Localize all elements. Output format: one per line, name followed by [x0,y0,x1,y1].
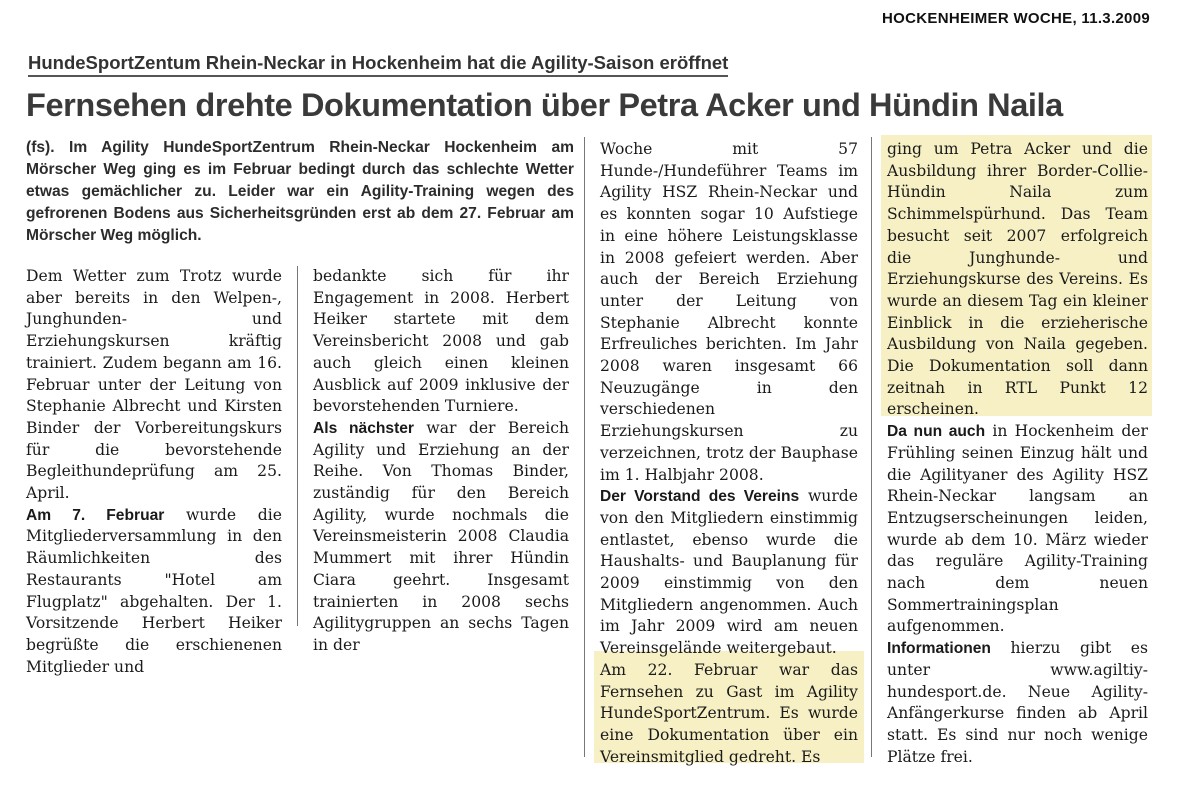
body-paragraph [600,486,858,660]
highlighted-paragraph: Am 22. Februar war das Fernsehen zu Gast im Agility HundeSportZentrum. Es wurde eine Dokumentation über ein Vereinsmitglied gedreht. Es [600,660,858,766]
lead-in: Der Vorstand des Vereins [600,488,800,506]
body-paragraph [313,418,569,657]
body-text: in Hockenheim der Frühling seinen Einzug hält und die Agilityaner des Agility HSZ Rhein-Neckar langsam an Entzugserscheinungen leiden, wurde ab dem 10. März wieder das reguläre Agility-Training nach dem neuen Sommertrainingsplan aufgenommen. [887,422,1148,636]
body-text: wurde von den Mitgliedern einstimmig entlastet, ebenso wurde die Haushalts- und Bauplanung für 2009 einstimmig von den Mitgliedern angenommen. Auch im Jahr 2009 wird am neuen Vereinsgelände weitergebaut. [600,487,859,658]
lead-in: Am 7. Februar [26,506,165,524]
article-column-4 [887,139,1148,768]
kicker: HundeSportZentum Rhein-Neckar in Hockenheim hat die Agility-Saison eröffnet [28,52,728,77]
column-divider [871,137,872,757]
article-column-3 [600,139,858,768]
article-column-2 [313,266,569,657]
column-divider [297,266,298,626]
body-paragraph [26,505,282,679]
body-text: wurde die Mitgliederversammlung in den Räumlichkeiten des Restaurants "Hotel am Flugplatz" abgehalten. Der 1. Vorsitzende Herbert Heiker begrüßte die erschienenen Mitglieder und [26,505,282,676]
lead-in: Als nächster [313,419,415,437]
intro-paragraph: (fs). Im Agility HundeSportZentrum Rhein-Neckar Hockenheim am Mörscher Weg ging es im Februar bedingt durch das schlechte Wetter etwas gemächlicher zu. Leider war ein Agility-Training wegen des gefrorenen Bodens aus Sicherheitsgründen erst ab dem 27. Februar am Mörscher Weg möglich. [26,139,574,244]
lead-in: Informationen [887,640,991,658]
column-divider [584,137,585,757]
body-text: war der Bereich Agility und Erziehung an der Reihe. Von Thomas Binder, zuständig für den Bereich Agility, wurde nochmals die Vereinsmeisterin 2008 Claudia Mummert mit ihrer Hündin Ciara geehrt. Insgesamt trainierten in 2008 sechs Agilitygruppen an sechs Tagen in der [313,418,569,654]
body-paragraph: Woche mit 57 Hunde-/Hundeführer Teams im Agility HSZ Rhein-Neckar und es konnten sogar 10 Aufstiege in eine höhere Leistungsklasse in 2008 gefeiert werden. Aber auch der Bereich Erziehung unter der Leitung von Stephanie Albrecht konnte Erfreuliches berichten. Im Jahr 2008 waren insgesamt 66 Neuzugänge in den verschiedenen Erziehungskursen zu verzeichnen, trotz der Bauphase im 1. Halbjahr 2008. [600,140,858,484]
body-paragraph: Dem Wetter zum Trotz wurde aber bereits in den Welpen-, Junghunden- und Erziehungskursen kräftig trainiert. Zudem begann am 16. Februar unter der Leitung von Stephanie Albrecht und Kirsten Binder der Vorbereitungskurs für die bevorstehende Begleithundeprüfung am 25. April. [26,267,282,503]
body-paragraph [887,638,1148,768]
headline: Fernsehen drehte Dokumentation über Petra Acker und Hündin Naila [26,87,1063,123]
highlighted-paragraph: ging um Petra Acker und die Ausbildung ihrer Border-Collie-Hündin Naila zum Schimmelspürhund. Das Team besucht seit 2007 erfolgreich die Junghunde- und Erziehungskurse des Vereins. Es wurde an diesem Tag ein kleiner Einblick in die erzieherische Ausbildung von Naila gegeben. Die Dokumentation soll dann zeitnah in RTL Punkt 12 erscheinen. [887,140,1148,419]
body-paragraph [887,421,1148,638]
article-column-1 [26,266,282,678]
body-text: hierzu gibt es unter www.agiltiy-hundesport.de. Neue Agility-Anfängerkurse finden ab April statt. Es sind nur noch wenige Plätze frei. [887,639,1148,766]
body-paragraph: bedankte sich für ihr Engagement in 2008. Herbert Heiker startete mit dem Vereinsbericht 2008 und gab auch gleich einen kleinen Ausblick auf 2009 inklusive der bevorstehenden Turniere. [313,267,569,416]
masthead: HOCKENHEIMER WOCHE, 11.3.2009 [882,10,1150,27]
lead-in: Da nun auch [887,423,986,441]
